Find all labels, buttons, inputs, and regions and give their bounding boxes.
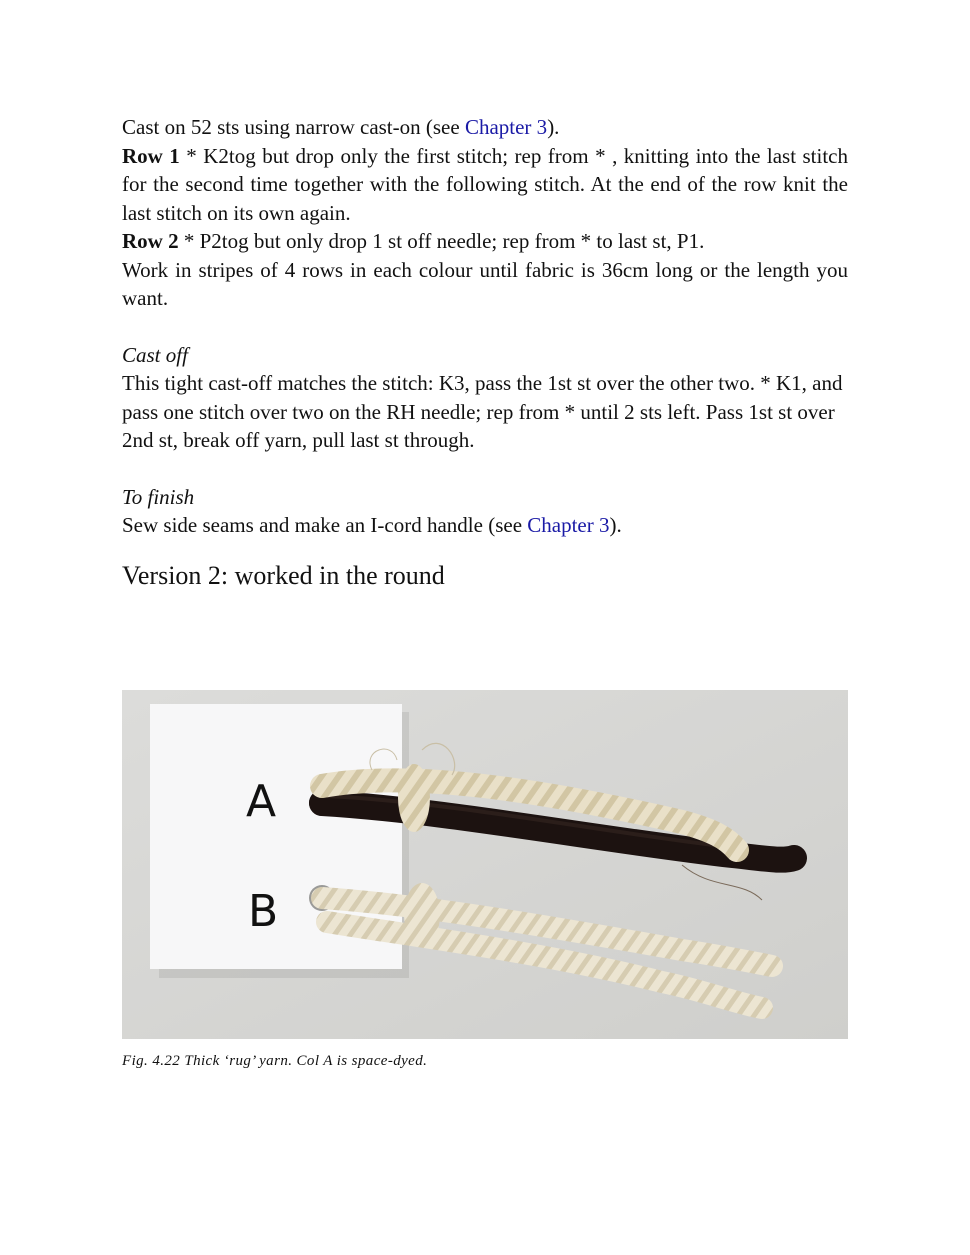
row-2-instruction bbox=[122, 227, 848, 256]
stripes-instruction: Work in stripes of 4 rows in each colour until fabric is 36cm long or the length you want. bbox=[122, 257, 848, 310]
row-1-label: Row 1 bbox=[122, 143, 180, 168]
yarn-photo bbox=[122, 690, 848, 1039]
cast-off-text: This tight cast-off matches the stitch: K3, pass the 1st st over the other two. * K1, and pass one stitch over two on the RH needle; rep from * until 2 sts left. Pass 1st st over 2nd st, break off yarn, pull last st through. bbox=[122, 371, 843, 452]
cast-off-title: Cast off bbox=[122, 342, 188, 367]
label-a: A bbox=[246, 776, 277, 827]
yarn-b-knot bbox=[404, 883, 440, 947]
to-finish-text: Sew side seams and make an I-cord handle (see bbox=[122, 513, 528, 537]
cast-on-text-end: ). bbox=[547, 115, 560, 139]
row-2-text: * P2tog but only drop 1 st off needle; rep from * to last st, P1. bbox=[178, 229, 705, 253]
cast-on-text: Cast on 52 sts using narrow cast-on (see bbox=[122, 115, 465, 139]
page-body bbox=[122, 113, 848, 592]
row-1-text: * K2tog but drop only the first stitch; rep from * , knitting into the last stitch for the second time together with the following stitch. At the end of the row knit the last stitch on its own again. bbox=[122, 143, 848, 225]
to-finish-text-end: ). bbox=[609, 513, 622, 537]
to-finish-title: To finish bbox=[122, 484, 195, 509]
cast-on-line bbox=[122, 113, 848, 142]
chapter-link-2[interactable]: Chapter 3 bbox=[527, 513, 610, 537]
to-finish-line bbox=[122, 511, 848, 540]
row-2-label: Row 2 bbox=[122, 229, 179, 253]
section-heading: Version 2: worked in the round bbox=[122, 560, 445, 590]
yarn-a-knot bbox=[398, 764, 430, 832]
row-1-instruction bbox=[122, 142, 848, 228]
figure-caption: Fig. 4.22 Thick ‘rug’ yarn. Col A is space-dyed. bbox=[122, 1053, 428, 1069]
label-b: B bbox=[248, 886, 279, 937]
chapter-link[interactable]: Chapter 3 bbox=[464, 115, 548, 139]
